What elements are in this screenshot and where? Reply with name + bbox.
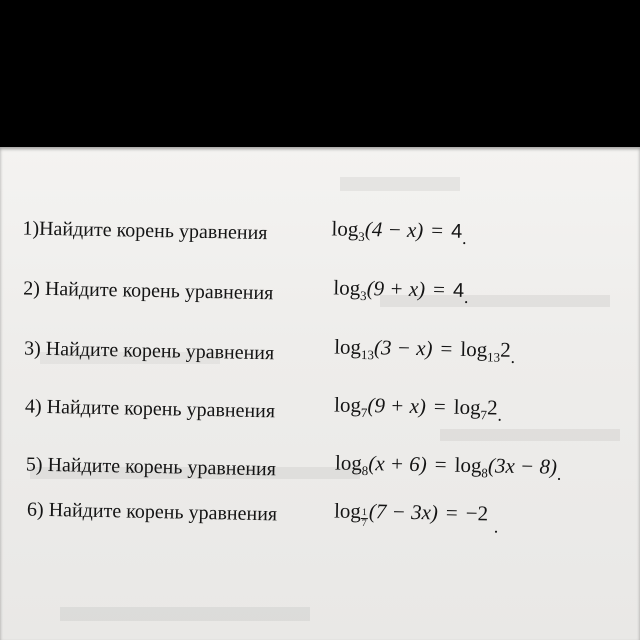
rhs-value: −2: [465, 501, 489, 526]
log-base-fraction: [361, 508, 368, 529]
rhs-argument: 2: [486, 395, 498, 420]
problem-2-equation: [333, 275, 469, 308]
log-base: 3: [358, 228, 365, 245]
problem-1-label: 1)Найдите корень уравнения: [22, 217, 268, 245]
problem-6-label: 6) Найдите корень уравнения: [26, 498, 278, 526]
end-period: .: [493, 516, 499, 537]
problem-1-equation: [331, 216, 467, 249]
log-base: 8: [481, 465, 488, 481]
equals-sign: =: [431, 218, 444, 243]
problem-6-equation: [334, 498, 499, 537]
problem-5-equation: [335, 450, 562, 484]
log-argument: (7 − 3x): [368, 499, 439, 525]
log-base: 13: [486, 349, 501, 365]
equals-sign: =: [440, 336, 453, 361]
log-base: 13: [360, 346, 375, 363]
equals-sign: =: [432, 277, 446, 302]
equals-sign: =: [434, 452, 447, 477]
problem-4-equation: [334, 392, 503, 425]
rhs-argument: 2: [499, 337, 511, 362]
log-base: 7: [480, 407, 488, 423]
fraction-numerator: 1: [361, 507, 367, 519]
log-base: 3: [359, 287, 367, 304]
log-argument: (9 + x): [366, 276, 426, 302]
end-period: .: [463, 286, 469, 308]
log-function: log: [333, 275, 361, 300]
log-function: log: [331, 216, 359, 241]
equals-sign: =: [433, 394, 447, 419]
log-base: 7: [360, 404, 368, 421]
log-function: log: [454, 452, 482, 478]
problem-4-label: 4) Найдите корень уравнения: [24, 395, 276, 423]
problem-5-label: 5) Найдите корень уравнения: [25, 453, 277, 481]
log-argument: (x + 6): [368, 451, 428, 477]
log-function: log: [334, 334, 362, 359]
log-base: 8: [361, 463, 369, 479]
end-period: .: [497, 404, 503, 425]
problem-3-label: 3) Найдите корень уравнения: [23, 337, 275, 365]
log-function: log: [460, 336, 488, 362]
equals-sign: =: [445, 500, 458, 525]
log-function: log: [333, 498, 362, 523]
log-argument: (3 − x): [373, 335, 433, 361]
problem-3-equation: [334, 334, 516, 367]
end-period: .: [510, 346, 516, 367]
fraction-denominator: 7: [361, 518, 367, 530]
problem-list: [0, 147, 640, 640]
rhs-value: 4: [450, 220, 463, 243]
end-period: .: [556, 463, 562, 484]
log-argument: (4 − x): [364, 217, 424, 243]
paper-sheet: [0, 147, 640, 640]
rhs-argument: (3x − 8): [487, 453, 558, 479]
end-period: .: [461, 227, 467, 248]
log-function: log: [453, 394, 481, 420]
rhs-value: 4: [452, 279, 465, 302]
log-function: log: [333, 392, 362, 417]
log-argument: (9 + x): [367, 393, 427, 419]
log-function: log: [334, 450, 363, 476]
problem-2-label: 2) Найдите корень уравнения: [23, 277, 274, 305]
